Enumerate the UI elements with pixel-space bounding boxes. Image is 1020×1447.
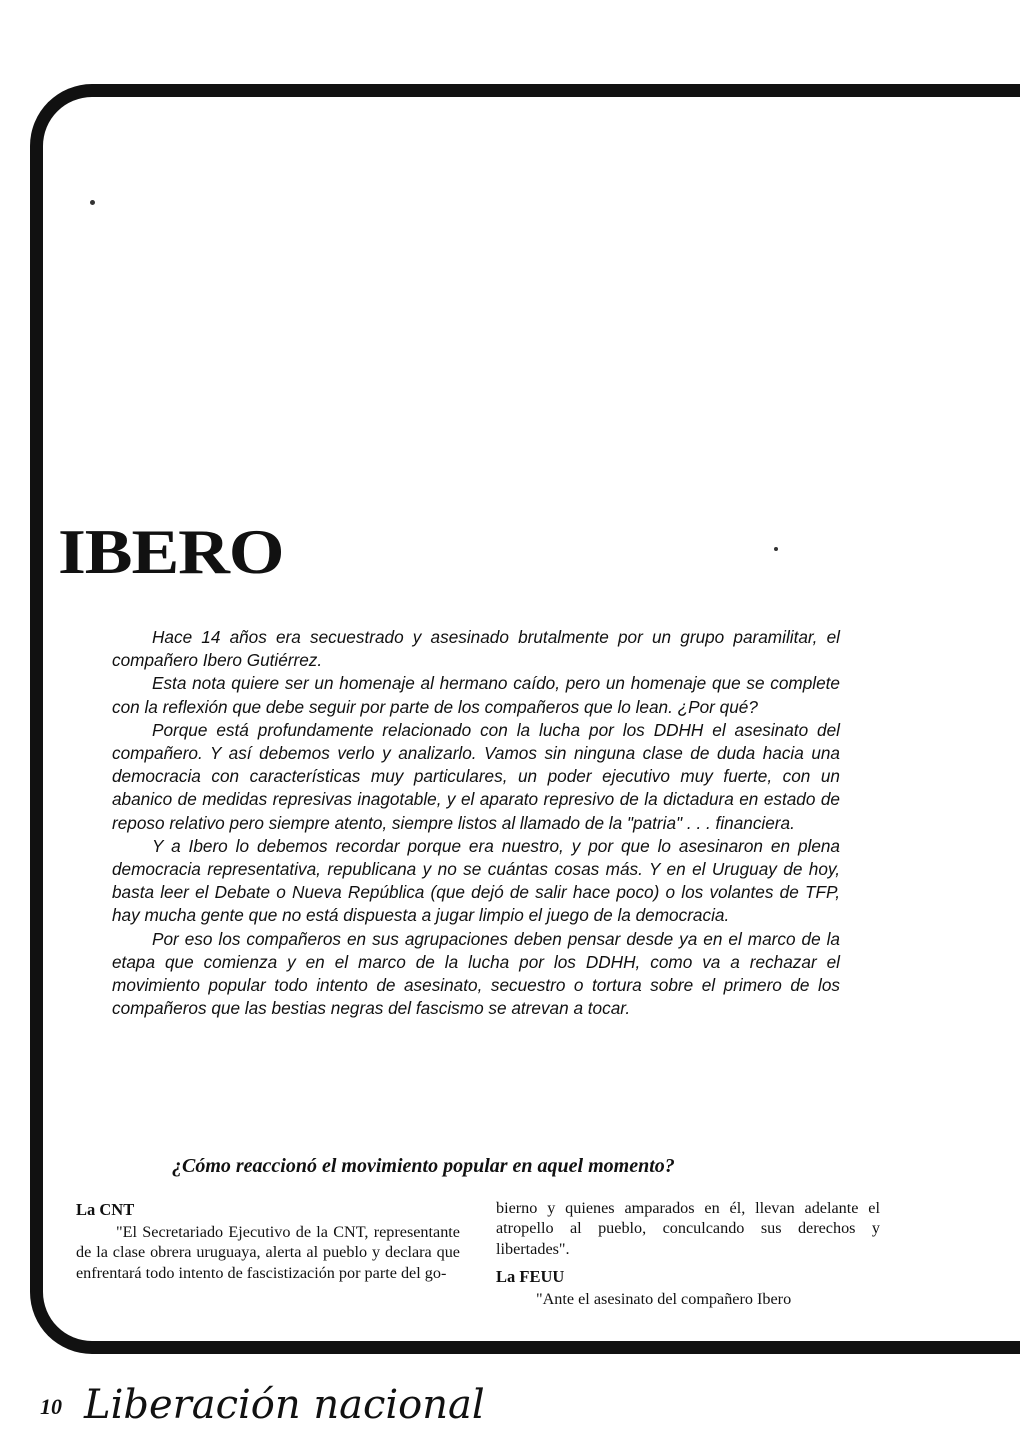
masthead-text: Liberación nacional xyxy=(84,1382,485,1428)
section-text-feuu: "Ante el asesinato del compañero Ibero xyxy=(536,1290,792,1309)
section-question: ¿Cómo reaccionó el movimiento popular en aquel momento? xyxy=(172,1155,675,1177)
column-right xyxy=(496,1198,880,1310)
page-footer xyxy=(36,1370,485,1436)
article-intro xyxy=(112,626,840,1020)
intro-paragraph: Por eso los compañeros en sus agrupaciones deben pensar desde ya en el marco de la etapa que comienza y en el marco de la lucha por los DDHH, como va a rechazar el movimiento popular todo intento de asesinato, secuestro o tortura sobre el primero de los compañeros que las bestias negras del fascismo se atrevan a tocar. xyxy=(112,928,840,1019)
article-title: IBERO xyxy=(58,516,284,587)
page-number: 10 xyxy=(40,1394,62,1419)
section-text-cnt: "El Secretariado Ejecutivo de la CNT, representante de la clase obrera uruguaya, alerta al pueblo y declara que enfrentará todo intento de fascistización por parte del go- xyxy=(76,1223,460,1282)
intro-paragraph: Y a Ibero lo debemos recordar porque era nuestro, y por que lo asesinaron en plena democracia representativa, republicana y no se cuántas cosas más. Y en el Uruguay de hoy, basta leer el Debate o Nueva República (que dejó de salir hace poco) o los volantes de TFP, hay mucha gente que no está dispuesta a jugar limpio el juego de la democracia. xyxy=(112,835,840,926)
intro-paragraph: Esta nota quiere ser un homenaje al hermano caído, pero un homenaje que se complete con la reflexión que debe seguir por parte de los compañeros que lo lean. ¿Por qué? xyxy=(112,673,840,717)
section-text-cnt-continued: bierno y quienes amparados en él, llevan adelante el atropello al pueblo, conculcando sus derechos y libertades". xyxy=(496,1199,880,1258)
section-heading-feuu: La FEUU xyxy=(496,1267,565,1287)
column-left xyxy=(76,1198,460,1283)
section-heading-cnt: La CNT xyxy=(76,1200,135,1219)
publication-masthead xyxy=(82,1370,485,1436)
intro-paragraph: Hace 14 años era secuestrado y asesinado brutalmente por un grupo paramilitar, el compañero Ibero Gutiérrez. xyxy=(112,627,840,671)
print-speck xyxy=(90,200,95,205)
intro-paragraph: Porque está profundamente relacionado con la lucha por los DDHH el asesinato del compañero. Y así debemos verlo y analizarlo. Vamos sin ninguna clase de duda hacia una democracia con características muy particulares, un poder ejecutivo muy fuerte, con un abanico de medidas represivas inagotable, y el aparato represivo de la dictadura en estado de reposo relativo pero siempre atento, siempre listos al llamado de la "patria" . . . financiera. xyxy=(112,719,840,833)
print-speck xyxy=(774,547,778,551)
